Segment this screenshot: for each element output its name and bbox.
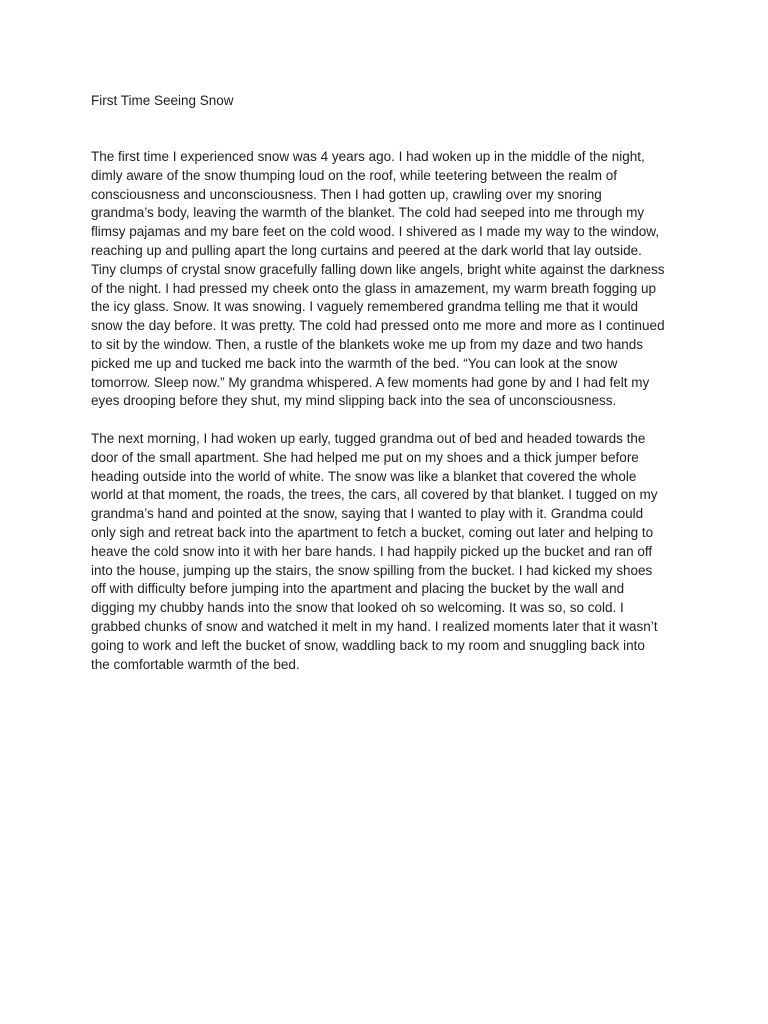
paragraph-next-morning: The next morning, I had woken up early, tugged grandma out of bed and headed towards the door of the small apartment. She had helped me put on my shoes and a thick jumper before heading outside into the world of white. The snow was like a blanket that covered the whole world at that moment, the roads, the trees, the cars, all covered by that blanket. I tugged on my grandma’s hand and pointed at the snow, saying that I wanted to play with it. Grandma could only sigh and retreat back into the apartment to fetch a bucket, coming out later and helping to heave the cold snow into it with her bare hands. I had happily picked up the bucket and ran off into the house, jumping up the stairs, the snow spilling from the bucket. I had kicked my shoes off with difficulty before jumping into the apartment and placing the bucket by the wall and digging my chubby hands into the snow that looked oh so welcoming. It was so, so cold. I grabbed chunks of snow and watched it melt in my hand. I realized moments later that it wasn’t going to work and left the bucket of snow, waddling back to my room and snuggling back into the comfortable warmth of the bed.: [91, 430, 658, 672]
document-body: [91, 148, 689, 693]
document-title: First Time Seeing Snow: [91, 93, 234, 108]
paragraph-first-night: The first time I experienced snow was 4 years ago. I had woken up in the middle of the night, dimly aware of the snow thumping loud on the roof, while teetering between the realm of consciousness and unconsciousness. Then I had gotten up, crawling over my snoring grandma’s body, leaving the warmth of the blanket. The cold had seeped into me through my flimsy pajamas and my bare feet on the cold wood. I shivered as I made my way to the window, reaching up and pulling apart the long curtains and peered at the dark world that lay outside. Tiny clumps of crystal snow gracefully falling down like angels, bright white against the darkness of the night. I had pressed my cheek onto the glass in amazement, my warm breath fogging up the icy glass. Snow. It was snowing. I vaguely remembered grandma telling me that it would snow the day before. It was pretty. The cold had pressed onto me more and more as I continued to sit by the window. Then, a rustle of the blankets woke me up from my daze and two hands picked me up and tucked me back into the warmth of the bed. “You can look at the snow tomorrow. Sleep now.” My grandma whispered. A few moments had gone by and I had felt my eyes drooping before they shut, my mind slipping back into the sea of unconsciousness.: [91, 149, 665, 409]
